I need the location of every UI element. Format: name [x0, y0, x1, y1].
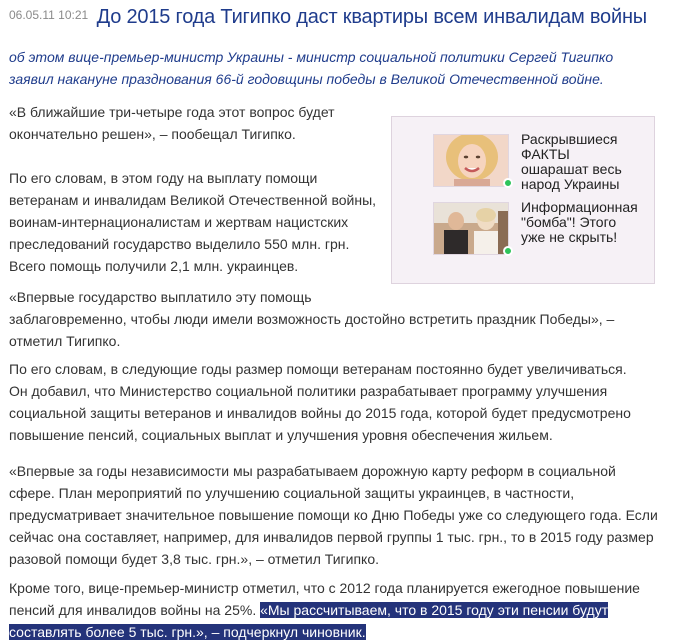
promo-thumbnail-woman[interactable]	[433, 134, 509, 187]
promo-box	[391, 116, 655, 284]
paragraph-line: разовой помощи будет 3,8 тыс. грн.», – отметил Тигипко.	[9, 551, 379, 567]
article-date: 06.05.11 10:21	[9, 8, 89, 22]
promo-item-bomb[interactable]	[433, 199, 653, 258]
paragraph-line	[9, 599, 640, 621]
lead-line: заявил накануне празднования 66-й годовщины победы в Великой Отечественной войне.	[9, 71, 604, 87]
selected-quote-text: «Мы рассчитываем, что в 2015 году эти пенсии будут	[260, 602, 609, 618]
paragraph-line: По его словам, в следующие годы размер помощи ветеранам постоянно будет увеличиваться.	[9, 361, 627, 377]
article-header	[9, 6, 675, 29]
article-lead	[9, 46, 669, 90]
selected-quote-text: составлять более 5 тыс. грн.», – подчеркнул чиновник.	[9, 624, 366, 640]
paragraph-line: преследований государство выделило 550 млн. грн.	[9, 236, 350, 252]
paragraph-line: окончательно решен», – пообещал Тигипко.	[9, 126, 296, 142]
paragraph-line: «В ближайшие три-четыре года этот вопрос будет	[9, 104, 335, 120]
article-paragraph-last	[9, 577, 640, 643]
paragraph-line: «Впервые государство выплатило эту помощь	[9, 289, 312, 305]
promo-text-line[interactable]: Раскрывшиеся	[521, 131, 618, 147]
article-paragraph	[9, 167, 376, 277]
promo-item-facts[interactable]	[433, 131, 653, 192]
lead-line: об этом вице-премьер-министр Украины - министр социальной политики Сергей Тигипко	[9, 49, 614, 65]
online-dot-icon	[503, 178, 513, 188]
promo-text-line[interactable]: "бомба"! Этого	[521, 214, 617, 230]
paragraph-line: социальной защиты ветеранов и инвалидов войны до 2015 года, которой будет предусмотрено	[9, 405, 631, 421]
paragraph-line: отметил Тигипко.	[9, 333, 121, 349]
paragraph-line: Он добавил, что Министерство социальной политики разрабатывает программу улучшения	[9, 383, 608, 399]
paragraph-line: сфере. План мероприятий по улучшению социальной защиты украинцев, в частности,	[9, 485, 575, 501]
promo-link-text[interactable]	[521, 132, 651, 192]
paragraph-line: повышение пенсий, социальных выплат и улучшения уровня обеспечения жильем.	[9, 427, 553, 443]
paragraph-line: «Впервые за годы независимости мы разрабатываем дорожную карту реформ в социальной	[9, 463, 616, 479]
paragraph-line: заблаговременно, чтобы люди имели возможность достойно встретить праздник Победы», –	[9, 311, 615, 327]
promo-text-line[interactable]: народ Украины	[521, 176, 620, 192]
paragraph-line: По его словам, в этом году на выплату помощи	[9, 170, 318, 186]
paragraph-line: сейчас она составляет, например, для инвалидов первой группы 1 тыс. грн., то в 2015 году размер	[9, 529, 654, 545]
promo-text-line[interactable]: ФАКТЫ	[521, 146, 570, 162]
promo-text-line[interactable]: ошарашат весь	[521, 161, 622, 177]
article-paragraph	[9, 460, 658, 570]
paragraph-line: воинам-интернационалистам и жертвам нацистских	[9, 214, 349, 230]
promo-link-text[interactable]	[521, 200, 651, 245]
promo-thumbnail-people[interactable]	[433, 202, 509, 255]
woman-photo-icon	[434, 135, 509, 187]
paragraph-line: Всего помощь получили 2,1 млн. украинцев.	[9, 258, 299, 274]
article-paragraph	[9, 286, 614, 352]
article-paragraph	[9, 358, 631, 446]
paragraph-line: ветеранам и инвалидам Великой Отечественной войны,	[9, 192, 377, 208]
plain-text: пенсий для инвалидов войны на 25%.	[9, 602, 261, 618]
paragraph-line: предусматривает значительное повышение помощи ко Дню Победы уже со следующего года. Если	[9, 507, 658, 523]
promo-text-line[interactable]: уже не скрыть!	[521, 229, 618, 245]
paragraph-line	[9, 621, 640, 643]
people-photo-icon	[434, 203, 509, 255]
article-title: До 2015 года Тигипко даст квартиры всем инвалидам войны	[96, 6, 647, 28]
paragraph-line: Кроме того, вице-премьер-министр отметил, что с 2012 года планируется ежегодное повышение	[9, 580, 640, 596]
article-paragraph	[9, 101, 335, 145]
online-dot-icon	[503, 246, 513, 256]
promo-text-line[interactable]: Информационная	[521, 199, 638, 215]
